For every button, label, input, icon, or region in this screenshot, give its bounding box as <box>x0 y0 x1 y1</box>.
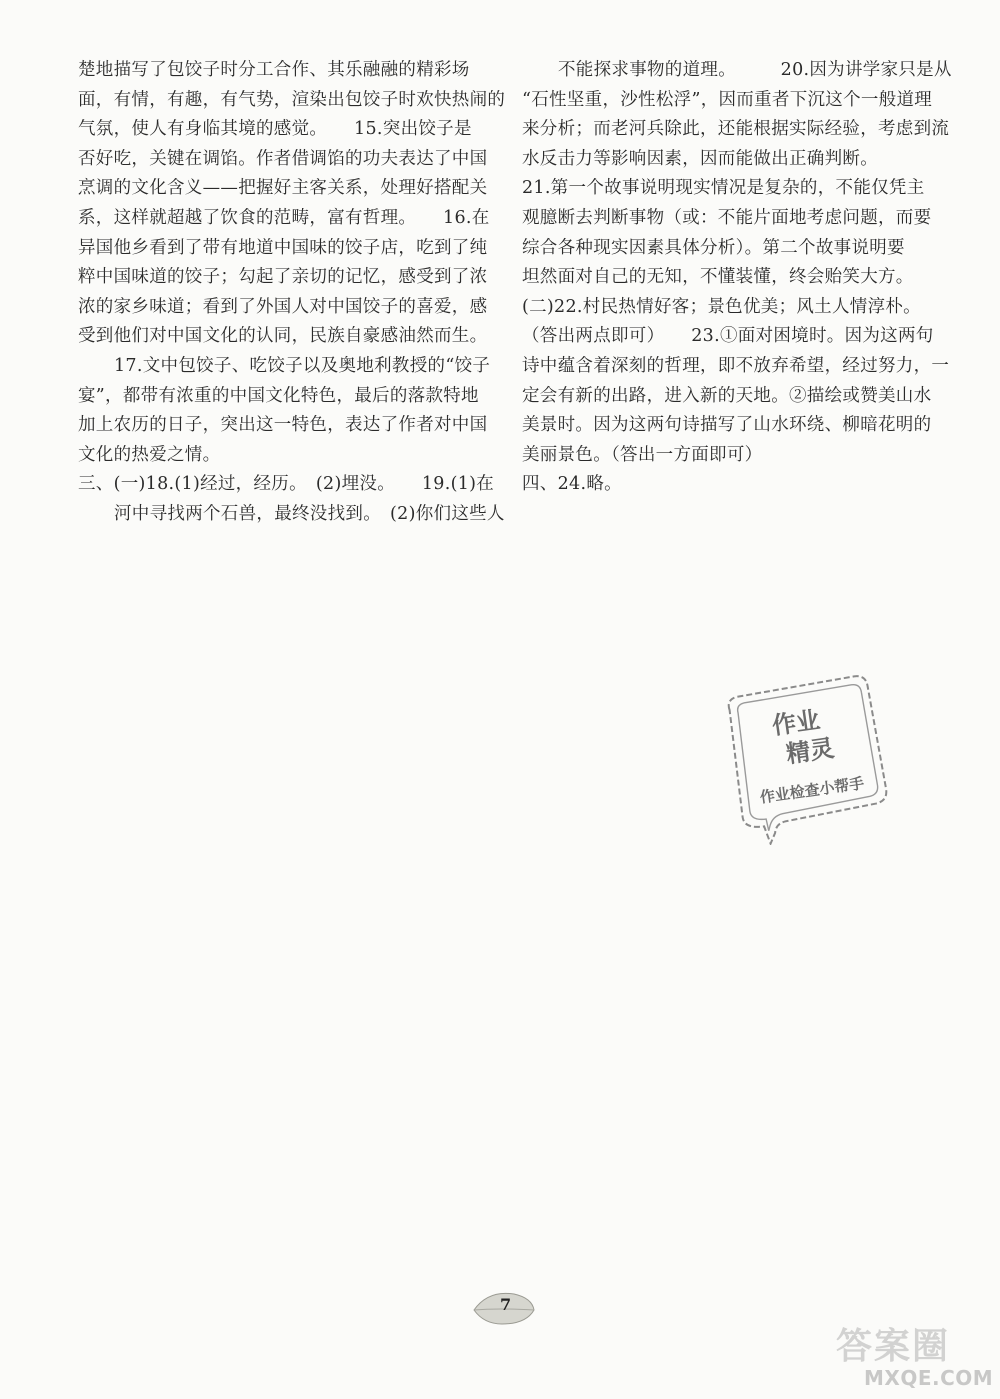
text-line: 21.第一个故事说明现实情况是复杂的，不能仅凭主 <box>522 178 925 199</box>
text-line: 诗中蕴含着深刻的哲理，即不放弃希望，经过努力，一 <box>522 355 950 376</box>
text-line: 河中寻找两个石兽，最终没找到。 (2)你们这些人 <box>114 503 505 524</box>
text-line: （答出两点即可） 23.①面对困境时。因为这两句 <box>522 326 934 347</box>
text-line: 加上农历的日子，突出这一特色，表达了作者对中国 <box>78 415 488 436</box>
homework-stamp <box>715 670 895 845</box>
text-line: (二)22.村民热情好客；景色优美；风土人情淳朴。 <box>522 296 921 317</box>
watermark-logo: 答案圈 <box>836 1326 951 1367</box>
text-line: 水反击力等影响因素，因而能做出正确判断。 <box>522 148 878 169</box>
text-line: 来分析；而老河兵除此，还能根据实际经验，考虑到流 <box>522 119 950 140</box>
text-line: 粹中国味道的饺子；勾起了亲切的记忆，感受到了浓 <box>78 267 488 288</box>
section-three-line: 三、(一)18.(1)经过，经历。 (2)埋没。 19.(1)在 <box>78 474 495 495</box>
text-line: 不能探求事物的道理。 20.因为讲学家只是从 <box>558 60 952 80</box>
text-line: 系，这样就超越了饮食的范畴，富有哲理。 16.在 <box>78 207 490 228</box>
stamp-line-1: 作业 <box>770 705 822 741</box>
text-line: 浓的家乡味道；看到了外国人对中国饺子的喜爱，感 <box>78 296 488 317</box>
stamp-line-3: 作业检查小帮手 <box>758 774 866 807</box>
text-line: 综合各种现实因素具体分析）。第二个故事说明要 <box>522 237 905 258</box>
text-line: 受到他们对中国文化的认同，民族自豪感油然而生。 <box>78 326 488 347</box>
text-line: 宴”，都带有浓重的中国文化特色，最后的落款特地 <box>78 385 479 406</box>
text-line: 否好吃，关键在调馅。作者借调馅的功夫表达了中国 <box>78 148 488 169</box>
site-watermark <box>830 1318 995 1394</box>
left-column <box>78 56 506 530</box>
page-number <box>468 1288 538 1328</box>
text-line: 气氛，使人有身临其境的感觉。 15.突出饺子是 <box>78 119 472 140</box>
text-line: 观臆断去判断事物（或：不能片面地考虑问题，而要 <box>522 207 932 228</box>
stamp-line-2: 精灵 <box>784 734 836 769</box>
watermark-url: MXQE.COM <box>864 1366 994 1390</box>
text-line: 坦然面对自己的无知，不懂装懂，终会贻笑大方。 <box>522 267 914 288</box>
section-four-line: 四、24.略。 <box>522 474 622 495</box>
text-line: 美丽景色。（答出一方面即可） <box>522 444 763 465</box>
text-line: 美景时。因为这两句诗描写了山水环绕、柳暗花明的 <box>522 415 932 436</box>
text-line: 异国他乡看到了带有地道中国味的饺子店，吃到了纯 <box>78 237 488 258</box>
text-line: “石性坚重，沙性松浮”，因而重者下沉这个一般道理 <box>522 89 933 110</box>
text-line: 文化的热爱之情。 <box>78 444 221 465</box>
text-line: 17.文中包饺子、吃饺子以及奥地利教授的“饺子 <box>114 355 491 376</box>
page-number-text: 7 <box>500 1295 512 1314</box>
text-line: 定会有新的出路，进入新的天地。②描绘或赞美山水 <box>522 385 932 406</box>
text-line: 楚地描写了包饺子时分工合作、其乐融融的精彩场 <box>78 60 470 80</box>
text-line: 烹调的文化含义——把握好主客关系，处理好搭配关 <box>78 178 488 199</box>
text-line: 面，有情，有趣，有气势，渲染出包饺子时欢快热闹的 <box>78 89 506 110</box>
stamp-graphic <box>715 670 895 845</box>
right-column <box>522 56 952 500</box>
